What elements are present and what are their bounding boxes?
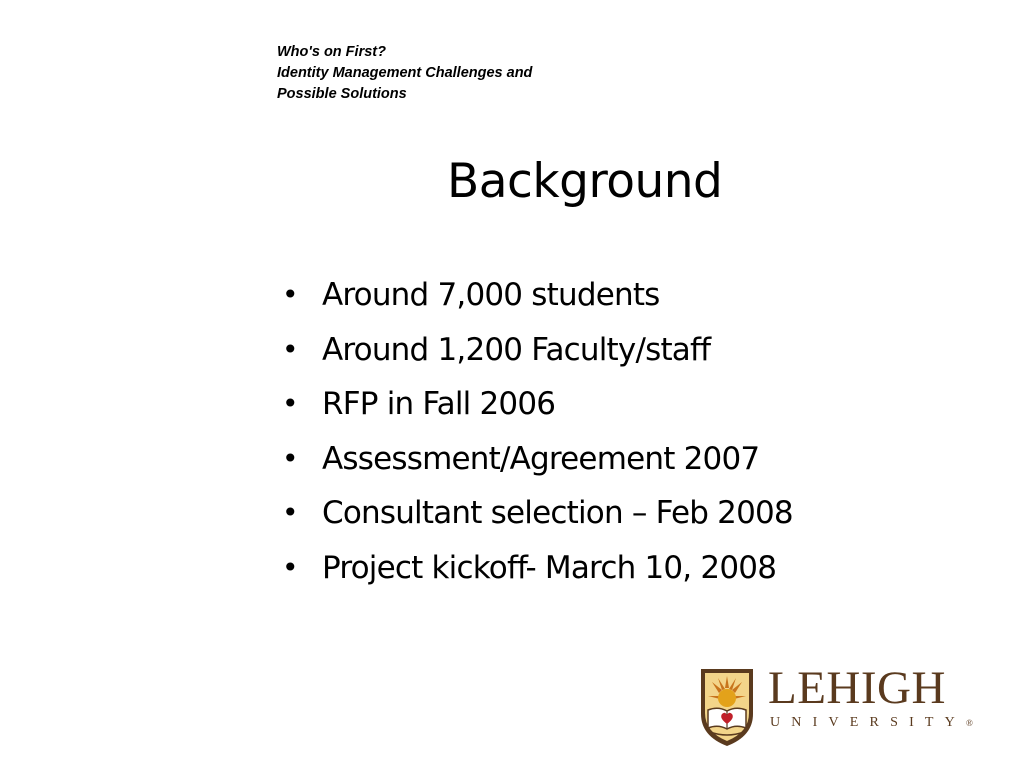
bullet-icon: • [282,278,298,311]
list-item [282,377,793,432]
bullet-icon: • [282,387,298,420]
lehigh-seal-icon [698,666,756,748]
bullet-text: Consultant selection – Feb 2008 [322,495,793,531]
header-title: Who's on First? [277,44,386,60]
logo-wordmark: LEHIGH [768,662,946,714]
bullet-text: RFP in Fall 2006 [322,386,556,422]
lehigh-university-logo [698,662,994,748]
bullet-text: Around 7,000 students [322,277,660,313]
bullet-text: Project kickoff- March 10, 2008 [322,549,777,586]
list-item [282,323,793,378]
list-item [282,432,793,487]
list-item [282,541,793,596]
logo-subtitle [770,714,973,732]
bullet-text: Assessment/Agreement 2007 [322,440,760,477]
list-item [282,486,793,541]
bullet-icon: • [282,332,298,366]
list-item [282,268,793,323]
registered-mark: ® [966,718,973,728]
presentation-header [277,42,637,105]
bullet-list [282,268,793,595]
bullet-icon: • [282,550,298,584]
bullet-text: Around 1,200 Faculty/staff [322,331,711,368]
header-subtitle-line-2: Possible Solutions [277,86,407,102]
logo-subtitle-text: UNIVERSITY [770,715,966,730]
bullet-icon: • [282,441,298,475]
header-subtitle-line-1: Identity Management Challenges and [277,65,533,81]
slide-title: Background [447,154,723,209]
bullet-icon: • [282,496,298,529]
